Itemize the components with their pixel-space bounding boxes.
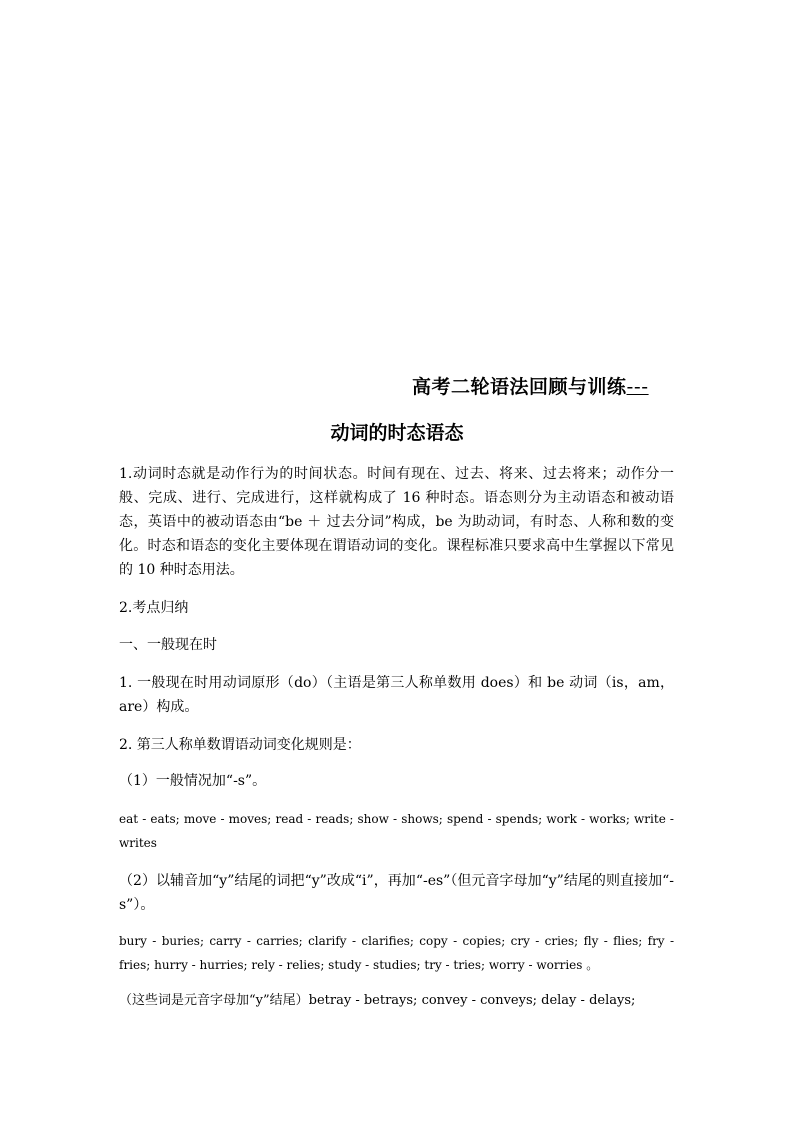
title-dash: --- xyxy=(626,376,649,398)
rule-3: （这些词是元音字母加“y”结尾）betray - betrays; convey - conveys; delay - delays; xyxy=(119,993,636,1008)
title-main: 高考二轮语法回顾与训练 xyxy=(412,376,627,398)
point-1: 1. 一般现在时用动词原形（do）（主语是第三人称单数用 does）和 be 动词（is，am，are）构成。 xyxy=(119,675,674,715)
rule-2: （2）以辅音加“y”结尾的词把“y”改成“i”，再加“-es”（但元音字母加“y”结尾的则直接加“-s”）。 xyxy=(119,873,674,913)
intro-paragraph: 1.动词时态就是动作行为的时间状态。时间有现在、过去、将来、过去将来；动作分一般、完成、进行、完成进行，这样就构成了 16 种时态。语态则分为主动语态和被动语态，英语中的被动语态由“be ＋ 过去分词”构成，be 为助动词，有时态、人称和数的变化。时态和语态的变化主要体现在谓语动词的变化。课程标准只要求高中生掌握以下常见的 10 种时态用法。 xyxy=(119,466,674,578)
section-heading: 2.考点归纳 xyxy=(119,600,189,616)
document-title xyxy=(412,372,649,399)
examples-2: bury - buries; carry - carries; clarify - clarifies; copy - copies; cry - cries; fly - flies; fry - fries; hurry - hurries; rely - relies; study - studies; try - tries; worry - worries 。 xyxy=(119,934,674,972)
examples-1: eat - eats; move - moves; read - reads; show - shows; spend - spends; work - works; write - writes xyxy=(119,812,674,850)
rule-1: （1）一般情况加“-s”。 xyxy=(119,773,267,789)
point-2: 2. 第三人称单数谓语动词变化规则是： xyxy=(119,737,361,753)
subsection-heading: 一、一般现在时 xyxy=(119,637,217,653)
document-subtitle: 动词的时态语态 xyxy=(330,422,464,444)
